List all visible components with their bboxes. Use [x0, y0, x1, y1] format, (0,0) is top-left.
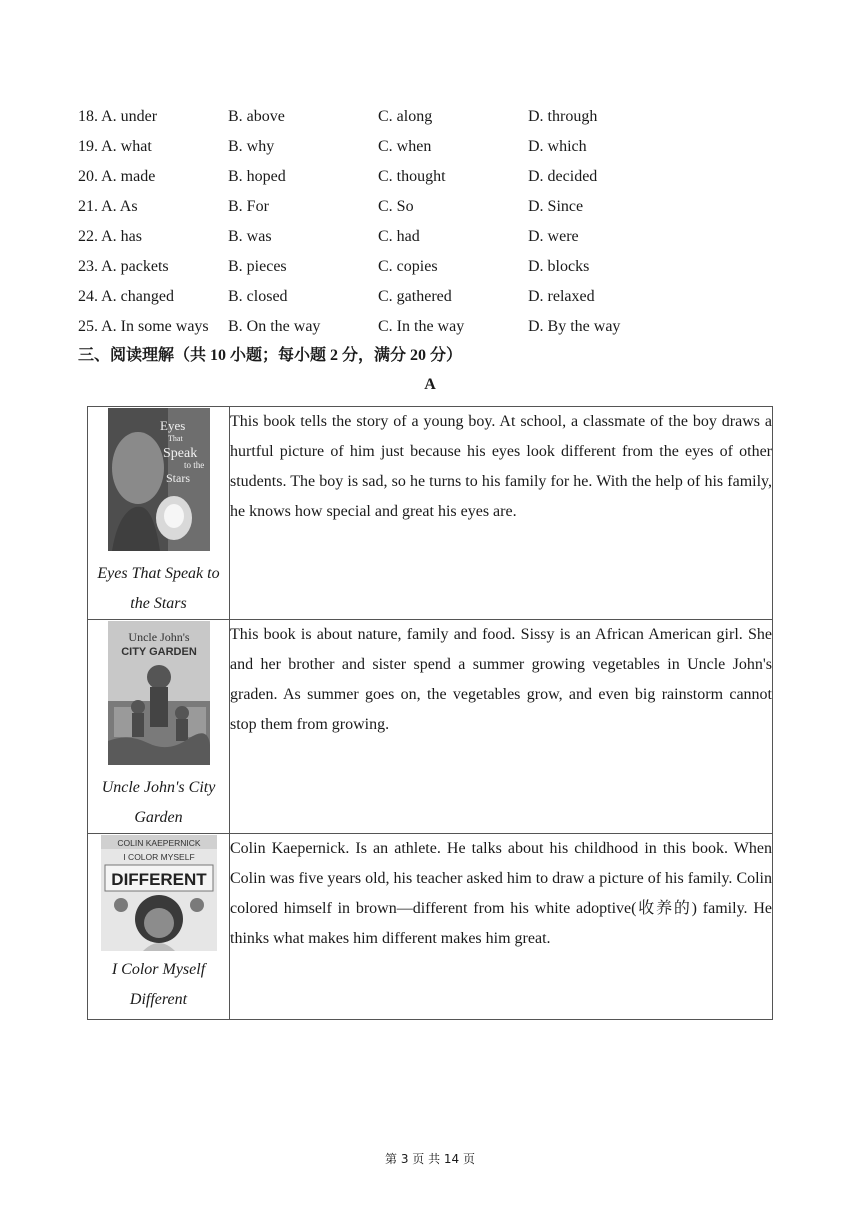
option-a: 21. A. As	[78, 198, 138, 215]
cover-text: I COLOR MYSELF	[122, 852, 195, 862]
option-b: B. was	[228, 228, 272, 245]
option-c: C. thought	[378, 168, 446, 185]
option-b: B. On the way	[228, 318, 321, 335]
book-description-cell	[230, 834, 773, 1020]
option-row-22	[78, 222, 778, 252]
option-b: B. pieces	[228, 258, 287, 275]
book-description: This book tells the story of a young boy. At school, a classmate of the boy draws a hurtful picture of him just because his eyes look different from the eyes of other students. The boy is sad, so he turns to his family for he. With the help of his family, he knows how special and great his eyes are.	[230, 413, 772, 520]
book-cover-cell	[88, 620, 230, 834]
book-title: Eyes That Speak to the Stars	[97, 565, 220, 612]
answer-options	[78, 102, 778, 342]
option-a: 25. A. In some ways	[78, 318, 209, 335]
book-row	[88, 620, 773, 834]
book-cover-cell	[88, 407, 230, 620]
cover-text: Eyes	[159, 418, 185, 433]
option-row-24	[78, 282, 778, 312]
option-c: C. along	[378, 108, 433, 125]
option-row-20	[78, 162, 778, 192]
cover-text: Stars	[165, 471, 190, 485]
option-a: 22. A. has	[78, 228, 142, 245]
option-b: B. hoped	[228, 168, 286, 185]
option-d: D. which	[528, 138, 587, 155]
option-c: C. had	[378, 228, 420, 245]
option-b: B. above	[228, 108, 285, 125]
option-row-18	[78, 102, 778, 132]
book-description: This book is about nature, family and food. Sissy is an African American girl. She and her brother and sister spend a summer growing vegetables in Uncle John's graden. As summer goes on, the vegetables grow, and even big rainstorm cannot stop them from growing.	[230, 626, 772, 733]
option-c: C. In the way	[378, 318, 465, 335]
option-a: 18. A. under	[78, 108, 158, 125]
option-a: 24. A. changed	[78, 288, 174, 305]
option-d: D. By the way	[528, 318, 621, 335]
book-description-cell	[230, 620, 773, 834]
book-cover-cell	[88, 834, 230, 1020]
option-d: D. blocks	[528, 258, 590, 275]
cover-text: Uncle John's	[127, 630, 190, 644]
option-b: B. For	[228, 198, 269, 215]
option-c: C. copies	[378, 258, 438, 275]
option-d: D. Since	[528, 198, 584, 215]
cover-text: COLIN KAEPERNICK	[116, 838, 201, 848]
book-title: I Color Myself Different	[111, 961, 206, 1008]
option-c: C. So	[378, 198, 414, 215]
option-b: B. closed	[228, 288, 288, 305]
book-description-cell	[230, 407, 773, 620]
book-row	[88, 407, 773, 620]
option-d: D. were	[528, 228, 579, 245]
book-row	[88, 834, 773, 1020]
book-title: Uncle John's City Garden	[101, 779, 216, 826]
cover-text: CITY GARDEN	[120, 646, 197, 658]
book-table	[87, 406, 773, 1020]
passage-label: A	[424, 376, 436, 393]
option-a: 20. A. made	[78, 168, 156, 185]
cover-text: DIFFERENT	[110, 870, 207, 889]
option-a: 19. A. what	[78, 138, 152, 155]
option-c: C. when	[378, 138, 432, 155]
book-description: Colin Kaepernick. Is an athlete. He talks about his childhood in this book. When Colin was five years old, his teacher asked him to draw a picture of his family. Colin colored himself in brown—different from his white adoptive(收养的) family. He thinks what makes him different makes him great.	[230, 840, 772, 947]
page-footer: 第 3 页 共 14 页	[385, 1152, 475, 1166]
option-row-21	[78, 192, 778, 222]
book-cover-image	[108, 408, 210, 551]
option-d: D. through	[528, 108, 598, 125]
option-row-23	[78, 252, 778, 282]
book-cover-image	[101, 835, 217, 951]
option-row-19	[78, 132, 778, 162]
option-d: D. relaxed	[528, 288, 595, 305]
option-row-25	[78, 312, 778, 342]
cover-text: to the	[183, 460, 204, 470]
cover-text: That	[167, 434, 183, 443]
option-c: C. gathered	[378, 288, 452, 305]
cover-text: Speak	[162, 446, 197, 461]
book-cover-image	[108, 621, 210, 765]
option-b: B. why	[228, 138, 275, 155]
section-heading: 三、阅读理解（共 10 小题；每小题 2 分，满分 20 分）	[78, 347, 463, 364]
option-d: D. decided	[528, 168, 598, 185]
option-a: 23. A. packets	[78, 258, 169, 275]
